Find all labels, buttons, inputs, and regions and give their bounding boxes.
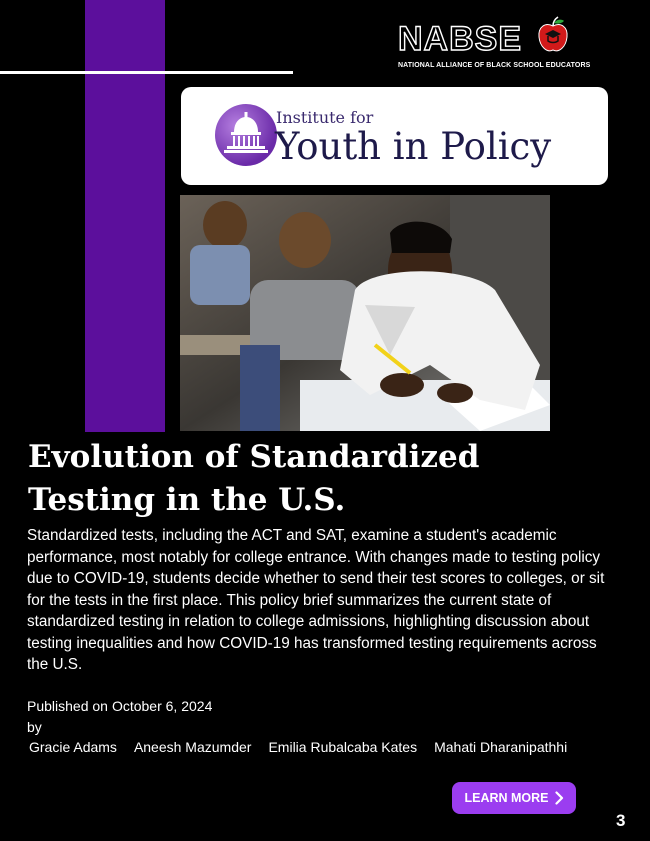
article-description: Standardized tests, including the ACT and SAT, examine a student's academic performance, most notably for college entrance. With changes made to testing policy due to COVID-19, students decide whether to send their test scores to colleges, or sit for the tests in the first place. This policy brief summarizes the current state of standardized testing in relation to college admissions, highlighting discussion about testing inequalities and how COVID-19 has transformed testing requirements across the U.S. (27, 527, 605, 673)
article-title: Evolution of Standardized Testing in the U.S. (28, 439, 480, 518)
published-date: October 6, 2024 (111, 698, 213, 714)
author-list (29, 739, 567, 755)
page-number: 3 (616, 811, 626, 830)
learn-more-label: LEARN MORE (464, 791, 549, 805)
nabse-logo (396, 14, 606, 74)
capitol-dome-icon (215, 104, 277, 166)
published-label: Published on (27, 698, 108, 714)
chevron-right-icon (555, 791, 564, 805)
institute-logo-card (181, 87, 608, 185)
author-name: Aneesh Mazumder (133, 739, 252, 755)
publish-info (27, 698, 216, 714)
author-name: Emilia Rubalcaba Kates (268, 739, 418, 755)
learn-more-button[interactable] (452, 782, 576, 814)
divider-line (0, 71, 293, 74)
institute-logo-line2: Youth in Policy (275, 125, 552, 168)
institute-logo-line1: Institute for (276, 108, 374, 127)
nabse-wordmark: NABSE (398, 20, 523, 58)
students-testing-photo (180, 195, 550, 431)
author-name: Gracie Adams (29, 739, 117, 755)
apple-icon (536, 16, 570, 54)
nabse-full-name: NATIONAL ALLIANCE OF BLACK SCHOOL EDUCATORS (398, 62, 591, 69)
purple-accent-bar (85, 0, 165, 432)
author-name: Mahati Dharanipathhi (434, 739, 568, 755)
by-label: by (27, 719, 42, 735)
